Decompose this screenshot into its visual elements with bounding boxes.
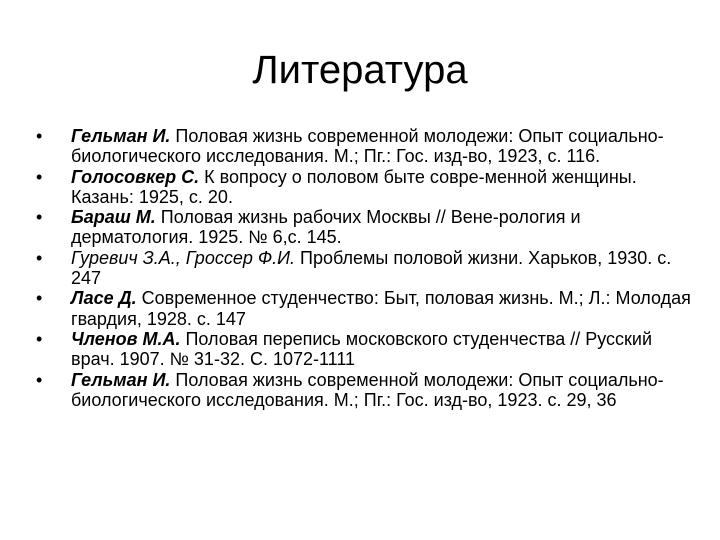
- reference-author: Гельман И.: [71, 126, 171, 146]
- bullet-icon: •: [36, 328, 43, 349]
- reference-author: Гуревич З.А., Гроссер Ф.И.: [71, 247, 296, 268]
- reference-author: Ласе Д.: [71, 288, 137, 309]
- reference-list: [36, 126, 696, 410]
- reference-author: Голосовкер С.: [71, 166, 200, 187]
- reference-text: Половая жизнь рабочих Москвы // Вене-рология и дерматология. 1925. № 6,с. 145.: [71, 207, 581, 248]
- bullet-icon: •: [36, 207, 43, 228]
- reference-item: [36, 126, 696, 167]
- reference-text: Половая перепись московского студенчества // Русский врач. 1907. № 31-32. С. 1072-1111: [71, 328, 653, 370]
- reference-item: [36, 207, 696, 248]
- reference-item: [36, 288, 696, 329]
- bullet-icon: •: [36, 369, 43, 390]
- reference-item: [36, 370, 696, 411]
- reference-text: Проблемы половой жизни. Харьков, 1930. с. 247: [71, 247, 672, 289]
- reference-author: Гельман И.: [71, 369, 171, 390]
- reference-text: Половая жизнь современной молодежи: Опыт социально-биологического исследования. М.; Пг.: Гос. изд-во, 1923. с. 29, 36: [71, 369, 664, 410]
- bullet-icon: •: [36, 166, 43, 187]
- reference-author: Членов М.А.: [71, 328, 181, 349]
- bullet-icon: •: [36, 126, 43, 146]
- reference-item: [36, 248, 696, 289]
- slide-title: Литература: [252, 48, 468, 92]
- reference-text: Современное студенчество: Быт, половая жизнь. М.; Л.: Молодая гвардия, 1928. с. 147: [71, 288, 691, 329]
- bullet-icon: •: [36, 288, 43, 309]
- reference-text: Половая жизнь современной молодежи: Опыт социально-биологического исследования. М.; Пг.: Гос. изд-во, 1923, с. 116.: [71, 126, 664, 167]
- reference-author: Бараш М.: [71, 207, 156, 228]
- reference-item: [36, 329, 696, 370]
- reference-text: К вопросу о половом быте совре-менной женщины. Казань: 1925, с. 20.: [71, 166, 637, 207]
- reference-item: [36, 167, 696, 208]
- bullet-icon: •: [36, 247, 43, 268]
